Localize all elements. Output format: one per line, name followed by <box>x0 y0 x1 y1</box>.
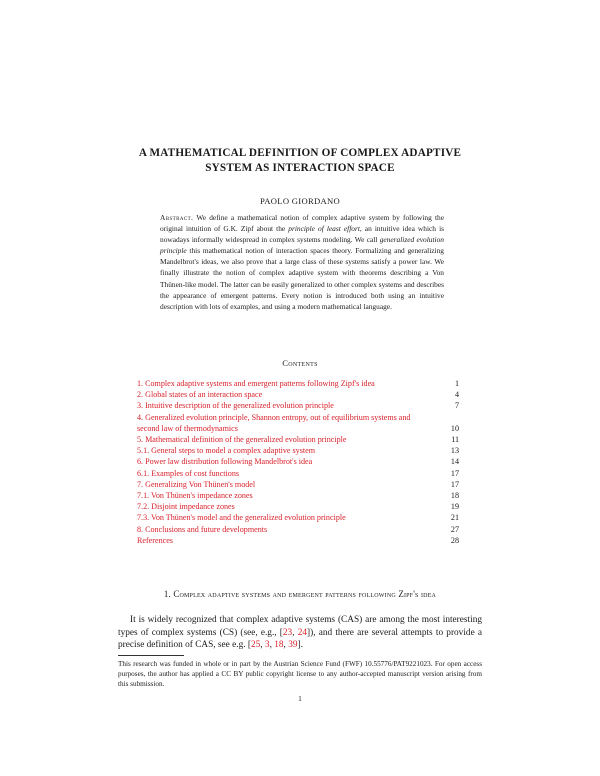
toc-entry[interactable] <box>137 512 459 523</box>
toc-entry-title[interactable]: 7.2. Disjoint impedance zones <box>137 502 235 512</box>
toc-entry[interactable] <box>137 389 459 400</box>
toc-entry-title[interactable]: 6. Power law distribution following Mandelbrot's idea <box>137 457 313 467</box>
citation-link[interactable]: 24 <box>297 627 308 638</box>
abstract-label: Abstract. <box>160 213 194 222</box>
toc-entry[interactable] <box>137 434 459 445</box>
title-line-1: A MATHEMATICAL DEFINITION OF COMPLEX ADAPTIVE <box>138 147 462 159</box>
abstract-text-2: , an intuitive idea which is nowadays informally widespread in complex systems modeling. We call <box>160 224 444 245</box>
toc-entry[interactable] <box>137 501 459 512</box>
citation-separator: , <box>283 640 289 651</box>
footnote: This research was funded in whole or in part by the Austrian Science Fund (FWF) 10.55776/PAT9221023. For open access purposes, the author has applied a CC BY public copyright license to any author-accepted manuscript version arising from this submission. <box>118 660 482 688</box>
citation-link[interactable]: 23 <box>282 627 293 638</box>
citation-link[interactable]: 25 <box>250 640 261 651</box>
toc-entry-page: 18 <box>450 491 459 501</box>
citation-separator: , <box>269 640 275 651</box>
abstract-text-3: this mathematical notion of interaction spaces theory. Formalizing and generalizing Mandelbrot's ideas, we also prove that a large class of these systems satisfy a power law. We finally illustrate the notion of complex adaptive system with theorems describing a Von Thünen-like model. The latter can be easily generalized to other complex systems and describes the appearance of emergent patterns. Every notion is introduced both using an intuitive description with lots of examples, and using a modern mathematical language. <box>160 246 444 311</box>
footnote-rule <box>118 655 184 656</box>
toc-entry-title[interactable]: 7.1. Von Thünen's impedance zones <box>137 491 253 501</box>
toc-entry[interactable] <box>137 456 459 467</box>
toc-entry[interactable] <box>137 479 459 490</box>
toc-entry[interactable] <box>137 535 459 546</box>
toc-entry-title[interactable]: 8. Conclusions and future developments <box>137 524 268 534</box>
toc-entry[interactable] <box>137 524 459 535</box>
author-name: PAOLO GIORDANO <box>259 196 341 206</box>
contents-heading: Contents <box>282 358 318 368</box>
toc-entry-title[interactable]: 7.3. Von Thünen's model and the generalized evolution principle <box>137 513 346 523</box>
citation-link[interactable]: 18 <box>274 640 284 651</box>
toc-entry-page: 1 <box>454 379 459 388</box>
toc-entry[interactable] <box>137 445 459 456</box>
toc-entry-title[interactable]: References <box>137 535 173 545</box>
toc-entry-title[interactable]: 5.1. General steps to model a complex adaptive system <box>137 446 316 456</box>
toc-entry[interactable] <box>137 400 459 411</box>
abstract-italic-1: principle of least effort <box>288 224 360 234</box>
para-text-2: ]), and there are several attempts to provide a precise definition of CAS, see e.g. [ <box>118 627 483 651</box>
toc-entry-title[interactable]: 7. Generalizing Von Thünen's model <box>137 479 256 489</box>
para-text-1: It is widely recognized that complex adaptive systems (CAS) are among the most interesting types of complex systems (CS) (see, e.g., [ <box>118 615 482 638</box>
toc-entry[interactable] <box>137 490 459 501</box>
toc-entry-page: 4 <box>454 390 459 400</box>
toc-entry-title[interactable]: 4. Generalized evolution principle, Shannon entropy, out of equilibrium systems and second law of thermodynamics <box>137 412 411 433</box>
toc-entry-page: 11 <box>451 435 459 445</box>
section-1-heading: 1. Complex adaptive systems and emergent patterns following Zipf's idea <box>163 589 437 599</box>
toc-entry-title[interactable]: 5. Mathematical definition of the generalized evolution principle <box>137 435 347 445</box>
toc-entry-page: 28 <box>450 535 459 545</box>
toc-entry-title[interactable]: 2. Global states of an interaction space <box>137 390 263 400</box>
toc-entry[interactable] <box>137 412 459 434</box>
paper-title <box>100 146 500 176</box>
citation-link[interactable]: 3 <box>264 640 270 651</box>
page-number: 1 <box>298 694 302 703</box>
abstract-text-1: We define a mathematical notion of complex adaptive system by following the original intuition of G.K. Zipf about the <box>160 213 444 234</box>
section-1-paragraph <box>118 614 482 652</box>
toc-entry-page: 7 <box>454 401 459 411</box>
para-text-3: ]. <box>297 640 303 651</box>
toc-entry-page: 17 <box>450 468 459 478</box>
citation-separator: , <box>260 640 265 651</box>
toc-entry-page: 19 <box>450 502 459 512</box>
toc-entry-page: 17 <box>450 479 459 489</box>
toc-entry-page: 27 <box>450 524 459 534</box>
title-line-2: SYSTEM AS INTERACTION SPACE <box>205 162 395 174</box>
toc-entry-page: 14 <box>450 457 459 467</box>
toc-entry-title[interactable]: 6.1. Examples of cost functions <box>137 468 240 478</box>
abstract <box>160 212 444 312</box>
toc-entry-page: 21 <box>450 513 459 523</box>
toc-entry-page: 10 <box>450 423 459 433</box>
toc-entry-page: 13 <box>450 446 459 456</box>
toc-entry-title[interactable]: 1. Complex adaptive systems and emergent patterns following Zipf's idea <box>137 379 375 388</box>
abstract-italic-2: generalized evolution principle <box>160 235 444 256</box>
citation-link[interactable]: 39 <box>288 640 298 651</box>
toc-entry[interactable] <box>137 378 459 389</box>
toc-entry-title[interactable]: 3. Intuitive description of the generalized evolution principle <box>137 401 334 411</box>
citation-separator: , <box>292 627 298 638</box>
toc-entry[interactable] <box>137 468 459 479</box>
table-of-contents <box>137 378 459 546</box>
